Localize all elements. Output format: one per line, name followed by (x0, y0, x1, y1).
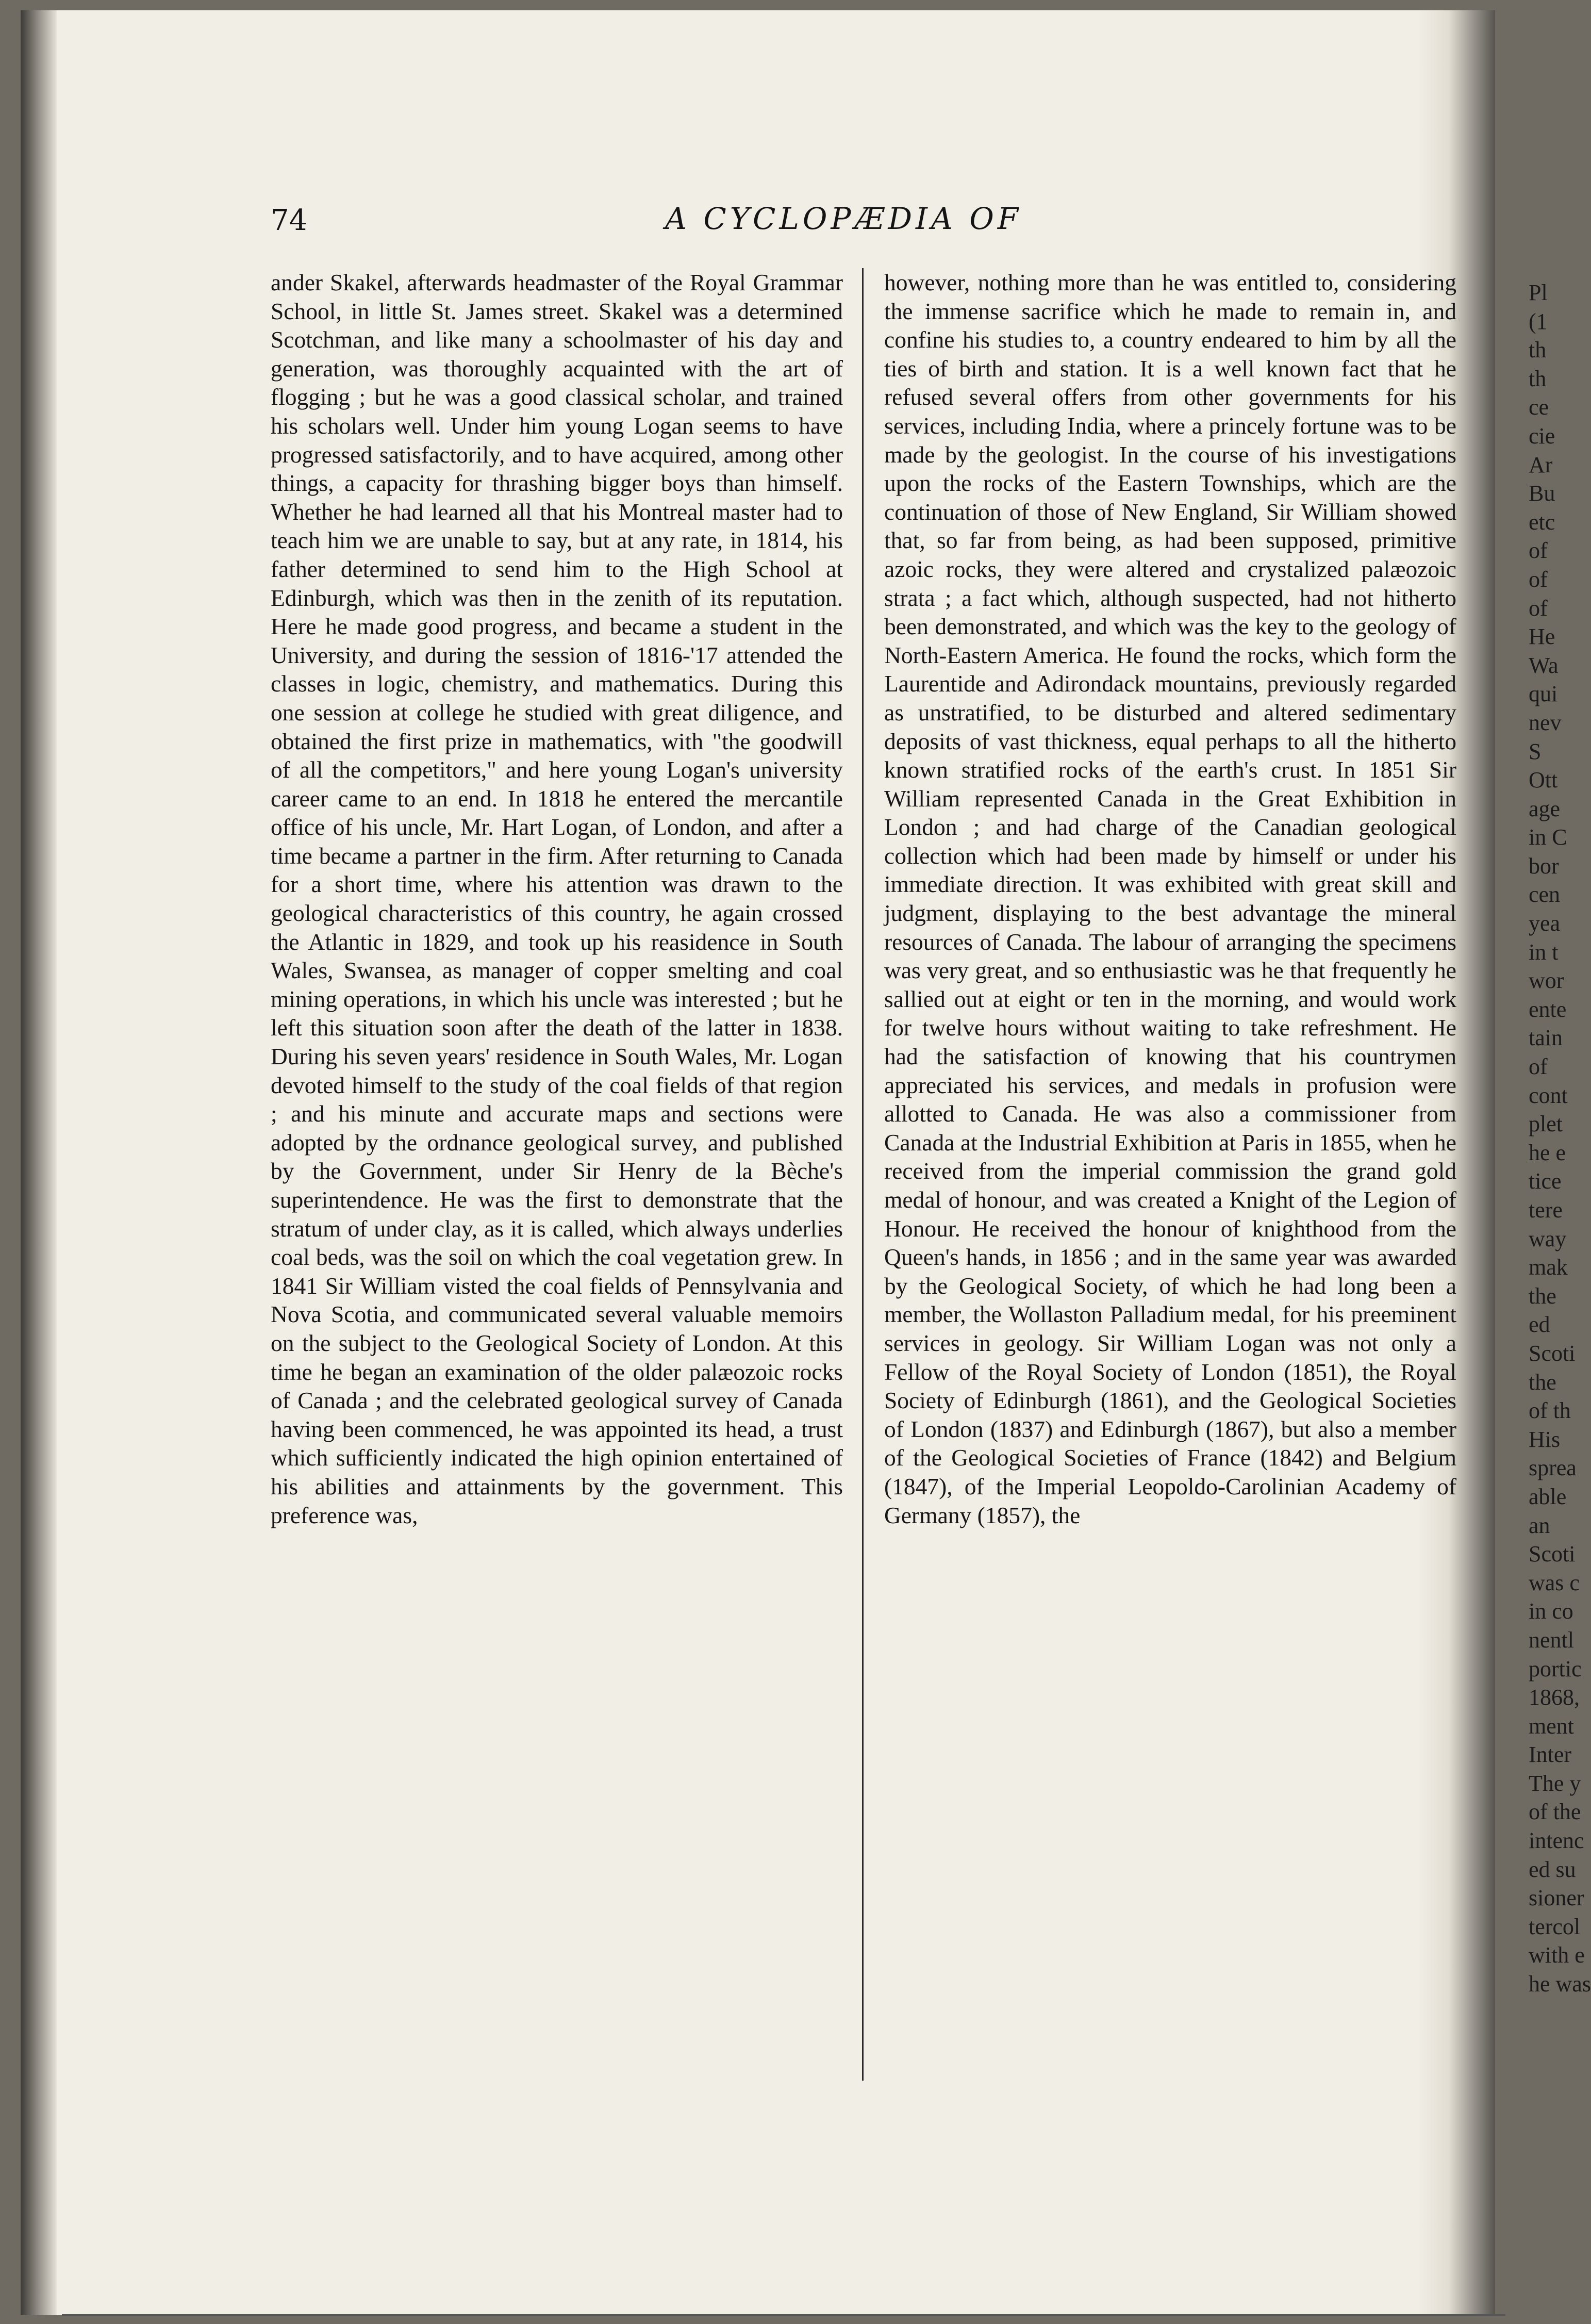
fragment-line: tere (1529, 1197, 1563, 1223)
fragment-line: th (1529, 366, 1547, 391)
bottom-edge-line (62, 2314, 1505, 2316)
running-head: A CYCLOPÆDIA OF (665, 201, 1022, 236)
fragment-line: plet (1529, 1111, 1563, 1137)
fragment-line: Wa (1529, 652, 1559, 678)
scanned-page (21, 10, 1591, 2315)
fragment-line: in t (1529, 939, 1559, 965)
left-column-text: ander Skakel, afterwards headmaster of the Royal Grammar School, in little St. James street. Skakel was a determined Scotchman, and like many a schoolmaster of his day and generation, was thoroughly acquainted with the art of flogging ; but he was a good classical scholar, and trained his scholars well. Under him young Logan seems to have progressed satisfactorily, and to have acquired, among other things, a capacity for thrashing bigger boys than himself. Whether he had learned all that his Montreal master had to teach him we are unable to say, but at any rate, in 1814, his father determined to send him to the High School at Edinburgh, which was then in the zenith of its reputation. Here he made good progress, and became a student in the University, and during the session of 1816-'17 attended the classes in logic, chemistry, and mathematics. During this one session at college he studied with great diligence, and obtained the first prize in mathematics, with "the goodwill of all the competitors," and here young Logan's university career came to an end. In 1818 he entered the mercantile office of his uncle, Mr. Hart Logan, of London, and after a time became a partner in the firm. After returning to Canada for a short time, where his attention was drawn to the geological characteristics of this country, he again crossed the Atlantic in 1829, and took up his reasidence in South Wales, Swansea, as manager of copper smelting and coal mining operations, in which his uncle was interested ; but he left this situation soon after the death of the latter in 1838. During his seven years' residence in South Wales, Mr. Logan devoted himself to the study of the coal fields of that region ; and his minute and accurate maps and sections were adopted by the ordnance geological survey, and published by the Government, under Sir Henry de la Bèche's superintendence. He was the first to demonstrate that the stratum of under clay, as it is called, which always underlies coal beds, was the soil on which the coal vegetation grew. In 1841 Sir William visted the coal fields of Pennsylvania and Nova Scotia, and communicated several valuable memoirs on the subject to the Geological Society of London. At this time he began an examination of the older palæozoic rocks of Canada ; and the celebrated geological survey of Canada having been commenced, he was appointed its head, a trust which sufficiently indicated the high opinion entertained of his abilities and attainments by the government. This preference was, (271, 269, 843, 1528)
page-number: 74 (271, 204, 308, 237)
fragment-line: nentl (1529, 1627, 1574, 1653)
fragment-line: bor (1529, 853, 1559, 879)
fragment-line: sioner (1529, 1885, 1584, 1911)
fragment-line: Pl (1529, 280, 1548, 305)
fragment-line: with e (1529, 1942, 1585, 1968)
fragment-line: Scoti (1529, 1541, 1576, 1567)
fragment-line: the (1529, 1283, 1556, 1309)
fragment-line: of (1529, 566, 1548, 592)
fragment-line: intenc (1529, 1828, 1584, 1854)
fragment-line: 1868, (1529, 1685, 1580, 1710)
fragment-line: The y (1529, 1770, 1581, 1796)
fragment-line: way (1529, 1226, 1567, 1251)
fragment-line: ed (1529, 1312, 1550, 1338)
fragment-line: he e (1529, 1140, 1566, 1165)
fragment-line: cont (1529, 1082, 1568, 1108)
fragment-line: ente (1529, 996, 1567, 1022)
fragment-line: mak (1529, 1255, 1568, 1280)
fragment-line: His (1529, 1426, 1561, 1452)
fragment-line: yea (1529, 911, 1561, 936)
fragment-line: of (1529, 1054, 1548, 1080)
fragment-line: portic (1529, 1656, 1582, 1682)
fragment-line: an (1529, 1512, 1550, 1538)
fragment-line: Inter (1529, 1742, 1572, 1768)
fragment-line: etc (1529, 509, 1555, 535)
fragment-line: ment (1529, 1713, 1574, 1739)
fragment-line: Bu (1529, 481, 1555, 506)
fragment-line: he was (1529, 1971, 1591, 1997)
fragment-line: Scoti (1529, 1340, 1576, 1366)
fragment-line: of (1529, 538, 1548, 564)
fragment-line: qui (1529, 681, 1558, 707)
column-divider (862, 268, 864, 2081)
fragment-line: tain (1529, 1025, 1563, 1051)
fragment-line: age (1529, 796, 1561, 821)
fragment-line: nev (1529, 710, 1562, 735)
fragment-line: ed su (1529, 1856, 1576, 1882)
fragment-line: S (1529, 738, 1542, 764)
adjacent-page-fragment (1529, 278, 1591, 2083)
fragment-line: able (1529, 1484, 1567, 1509)
right-column-text: however, nothing more than he was entitled to, considering the immense sacrifice which he made to remain in, and confine his studies to, a country endeared to him by all the ties of birth and station. It is a well known fact that he refused several offers from other governments for his services, including India, where a princely fortune was to be made by the geologist. In the course of his investigations upon the rocks of the Eastern Townships, which are the continuation of those of New England, Sir William showed that, so far from being, as had been supposed, primitive azoic rocks, they were altered and crystalized palæozoic strata ; a fact which, although suspected, had not hitherto been demonstrated, and which was the key to the geology of North-Eastern America. He found the rocks, which form the Laurentide and Adirondack mountains, previously regarded as unstratified, to be disturbed and altered sedimentary deposits of vast thickness, equal perhaps to all the hitherto known stratified rocks of the earth's crust. In 1851 Sir William represented Canada in the Great Exhibition in London ; and had charge of the Canadian geological collection which had been made by himself or under his immediate direction. It was exhibited with great skill and judgment, displaying to the best advantage the mineral resources of Canada. The labour of arranging the specimens was very great, and so enthusiastic was he that frequently he sallied out at eight or ten in the morning, and would work for twelve hours without waiting to take refreshment. He had the satisfaction of knowing that his countrymen appreciated his services, and medals in profusion were allotted to Canada. He was also a commissioner from Canada at the Industrial Exhibition at Paris in 1855, when he received from the imperial commission the grand gold medal of honour, and was created a Knight of the Legion of Honour. He received the honour of knighthood from the Queen's hands, in 1856 ; and in the same year was awarded by the Geological Society, of which he had long been a member, the Wollaston Palladium medal, for his preeminent services in geology. Sir William Logan was not only a Fellow of the Royal Society of London (1851), the Royal Society of Edinburgh (1861), and the Geological Societies of London (1837) and Edinburgh (1867), but also a member of the Geological Societies of France (1842) and Belgium (1847), of the Imperial Leopoldo-Carolinian Academy of Germany (1857), the (884, 269, 1456, 1528)
fragment-line: wor (1529, 968, 1564, 994)
fragment-line: of (1529, 595, 1548, 621)
fragment-line: ce (1529, 394, 1549, 420)
fragment-line: in C (1529, 825, 1567, 850)
fragment-line: cen (1529, 882, 1561, 908)
fragment-line: Ar (1529, 452, 1553, 477)
binding-shadow (21, 10, 57, 2315)
fragment-line: cie (1529, 423, 1555, 449)
fragment-line: of the (1529, 1799, 1581, 1825)
fragment-line: sprea (1529, 1455, 1577, 1481)
fragment-line: in co (1529, 1598, 1573, 1624)
fragment-line: tice (1529, 1168, 1562, 1194)
fragment-line: the (1529, 1369, 1556, 1395)
fragment-line: tercol (1529, 1914, 1581, 1939)
fragment-line: was c (1529, 1570, 1580, 1595)
fragment-line: He (1529, 624, 1555, 650)
fragment-line: Ott (1529, 767, 1558, 793)
fragment-line: (1 (1529, 308, 1548, 334)
fragment-line: of th (1529, 1398, 1571, 1424)
fragment-line: th (1529, 337, 1547, 363)
